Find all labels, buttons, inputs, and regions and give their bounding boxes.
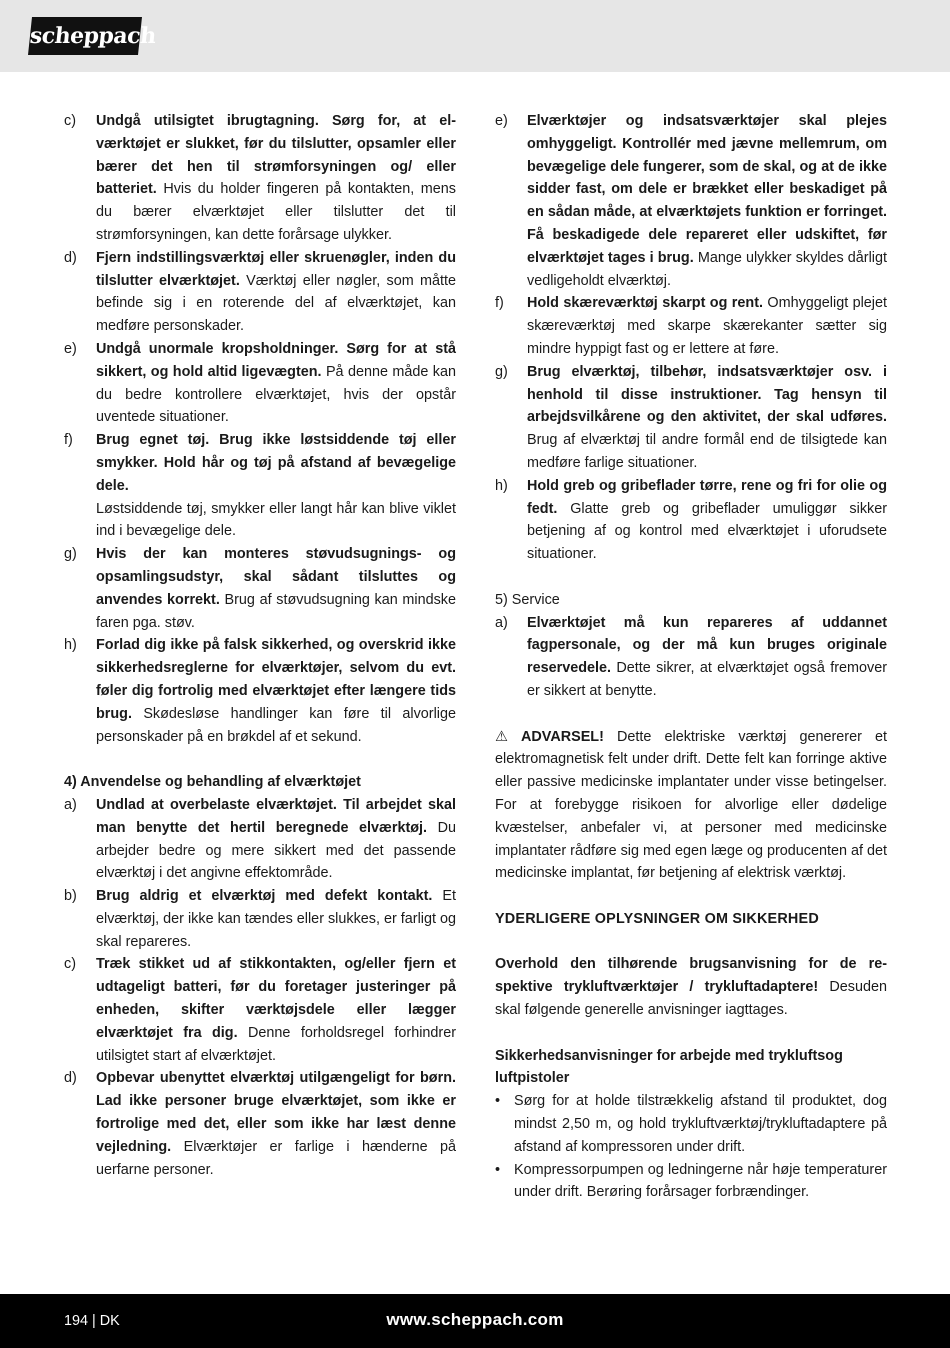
bullet-text: Kompressorpumpen og ledningerne når høje temperaturer under drift. Berøring forårsager forbrændinger. (514, 1161, 887, 1201)
item-text: På denne måde kan du bedre kontrollere elværktøjet, hvis der opstår uventede situationer. (96, 363, 456, 426)
item-bold-text: Brug egnet tøj. Brug ikke løstsiddende tøj eller smykker. Hold hår og tøj på afstand af bevægelige dele. (96, 432, 456, 494)
overhold-text: Desuden skal følgende generelle anvisninger iagttages. (495, 979, 887, 1019)
list-item-4b (64, 885, 456, 953)
bullet-text: Sørg for at holde tilstrækkelig afstand til produktet, dog mindst 2,50 m, og hold trykluftværktøj/trykluftadaptere på afstand af kompressoren under drift. (514, 1093, 887, 1155)
item-text: Denne forholdsregel forhindrer utilsigtet start af elværktøjet. (96, 1024, 457, 1064)
bullet-item (495, 1090, 887, 1158)
list-item-f (495, 292, 887, 360)
item-bold-text: Fjern indstillingsværktøj eller skruenøgler, inden du tilslutter elværktøjet. (96, 249, 456, 289)
item-label: g) (64, 546, 77, 563)
warning-label: ADVARSEL! (521, 728, 604, 745)
safety-heading: YDERLIGERE OPLYSNINGER OM SIKKERHED (495, 910, 819, 927)
item-text: Værktøj eller nøgler, som måtte befinde sig i en roterende del af elværktøjet, kan medføre personskader. (96, 272, 457, 335)
item-label: a) (64, 796, 77, 813)
item-bold-text: Brug aldrig et elværktøj med defekt kontakt. (96, 888, 433, 905)
item-label: e) (64, 340, 77, 357)
item-label: f) (64, 432, 73, 449)
list-item-4c (64, 953, 456, 1067)
item-text: Et elværktøj, der ikke kan tændes eller slukkes, er farligt og skal repareres. (96, 888, 457, 950)
list-item-4a (64, 794, 456, 885)
item-text: Omhyggeligt plejet skæreværktøj med skarpe skærekanter sætter sig mindre hyppigt fast og er lettere at føre. (527, 295, 888, 357)
item-bold-text: Hold skæreværktøj skarpt og rent. (527, 295, 763, 312)
list-item-4d (64, 1067, 456, 1181)
page-number: 194 (64, 1313, 89, 1329)
item-label: d) (64, 1070, 77, 1087)
page-header (0, 0, 950, 72)
list-item-e (495, 110, 887, 292)
item-label: f) (495, 295, 504, 312)
item-bold-text: Elværktøjet må kun repareres af uddannet fagpersonale, og der må kun bruges originale reservedele. (527, 614, 887, 677)
scheppach-logo: scheppach (28, 17, 142, 55)
item-text: Brug af støvudsugning kan mindske faren pga. støv. (96, 591, 456, 631)
item-bold-text: Undlad at overbelaste elværktøjet. Til arbejdet skal man benytte det hertil beregnede elværktøj. (96, 796, 456, 836)
item-bold-text: Træk stikket ud af stikkontakten, og/eller fjern et udtageligt batteri, før du foretager justeringer på enheden, skifter værktøjsdele eller lægger elværktøjet fra dig. (96, 956, 456, 1041)
item-label: c) (64, 113, 76, 129)
warning-triangle-icon: ⚠ (495, 728, 508, 745)
item-text: Du arbejder bedre og mere sikkert med det passende elværktøj i det angivne effektområde. (96, 819, 456, 882)
footer-separator: | (92, 1313, 96, 1329)
item-text: Dette sikrer, at elværktøjet også fremover er sikkert at benytte. (527, 660, 887, 699)
bullet-icon: • (495, 1093, 501, 1110)
list-item-g (64, 543, 456, 634)
section-heading-5: 5) Service (495, 591, 560, 608)
warning-paragraph (495, 726, 887, 886)
item-bold-text: Hvis der kan monteres støvudsugnings- og opsamlingsudstyr, skal sådant tilsluttes og anvendes korrekt. (96, 546, 456, 608)
list-item-h (64, 634, 456, 748)
website-url: www.scheppach.com (386, 1310, 564, 1329)
item-bold-text: Hold greb og gribeflader tørre, rene og fri for olie og fedt. (527, 477, 887, 517)
item-label: h) (495, 477, 508, 494)
list-item-h (495, 475, 887, 566)
item-bold-text: Opbevar ubenyttet elværktøj utilgængeligt for børn. Lad ikke personer bruge elværktøjet, som ikke er fortrolige med det, eller som ikke har læst denne vejledning. (96, 1070, 456, 1155)
item-text: Mange ulykker skyldes dårligt vedligeholdt elværktøj. (527, 249, 887, 289)
list-item-g (495, 361, 887, 475)
item-label: g) (495, 363, 508, 380)
warning-text: Dette elektriske værktøj genererer et elektromagnetisk felt under drift. Dette felt kan forringe aktive eller passive medicinske implantater under visse betingelser. For at forebygge risikoen for alvorlige eller dødelige kvæstelser, anbefaler vi, at personer med medicinske implantater rådføre sig med egen læge og producenten af det medicinske implantat, før betjening af elektrisk værktøj. (495, 728, 887, 882)
item-label: h) (64, 637, 77, 654)
item-label: a) (495, 614, 508, 631)
left-column (64, 110, 456, 1181)
item-label: b) (64, 888, 77, 905)
item-text: Elværktøjer er farlige i hænderne på uerfarne personer. (96, 1138, 456, 1178)
pneumatic-subheading: Sikkerhedsanvisninger for arbejde med trykluftsog luftpistoler (495, 1047, 843, 1087)
overhold-paragraph (495, 953, 887, 1021)
page-footer (0, 1294, 950, 1348)
bullet-icon: • (495, 1161, 501, 1178)
section-heading-4: 4) Anvendelse og behandling af elværktøjet (64, 774, 361, 791)
item-text: Brug af elværktøj til andre formål end de tilsigtede kan medføre farlige situationer. (527, 432, 887, 471)
item-text: Skødesløse handlinger kan føre til alvorlige personskader på en brøkdel af et sekund. (96, 705, 456, 745)
item-text: Glatte greb og gribeflader umuliggør sikker betjening af og kontrol med elværktøjet i uforudsete situationer. (527, 500, 888, 563)
list-item-c (64, 110, 456, 247)
list-item-f (64, 429, 456, 543)
item-text: Hvis du holder fingeren på kontakten, mens du bærer elværktøjet eller tilslutter det til strømforsyningen, kan dette forårsage ulykker. (96, 181, 457, 243)
right-column (495, 110, 887, 1204)
overhold-bold-text: Overhold den tilhørende brugsanvisning for de respektive trykluftværktøjer / trykluftadaptere! (495, 956, 887, 996)
item-bold-text: Brug elværktøj, tilbehør, indsatsværktøjer osv. i henhold til disse instruktioner. Tag hensyn til arbejdsvilkårene og den aktivitet, der skal udføres. (527, 363, 887, 426)
language-code: DK (99, 1313, 120, 1329)
list-item-d (64, 247, 456, 338)
item-bold-text: Elværktøjer og indsatsværktøjer skal plejes omhyggeligt. Kontrollér med jævne mellemrum, om bevægelige dele fungerer, som de skal, og at de ikke sidder fast, om dele er brækket eller beskadiget på en sådan måde, at elværktøjets funktion er forringet. Få beskadigede dele repareret eller udskiftet, før elværktøjet tages i brug. (527, 113, 887, 266)
list-item-e (64, 338, 456, 429)
item-bold-text: Forlad dig ikke på falsk sikkerhed, og overskrid ikke sikkerhedsreglerne for elværktøjer, selvom du evt. føler dig fortrolig med elværktøjet efter længere tids brug. (96, 637, 456, 722)
item-label: d) (64, 249, 77, 266)
item-bold-text: Undgå utilsigtet ibrugtagning. Sørg for, at elværktøjet er slukket, før du tilslutter, opsamler eller bærer det hen til strømforsyningen og/ eller batteriet. (96, 113, 456, 198)
item-text: Løstsiddende tøj, smykker eller langt hår kan blive viklet ind i bevægelige dele. (96, 500, 456, 540)
bullet-item (495, 1159, 887, 1205)
item-label: c) (64, 956, 76, 973)
item-label: e) (495, 113, 508, 129)
item-bold-text: Undgå unormale kropsholdninger. Sørg for at stå sikkert, og hold altid ligevægten. (96, 340, 456, 380)
list-item-5a (495, 612, 887, 703)
